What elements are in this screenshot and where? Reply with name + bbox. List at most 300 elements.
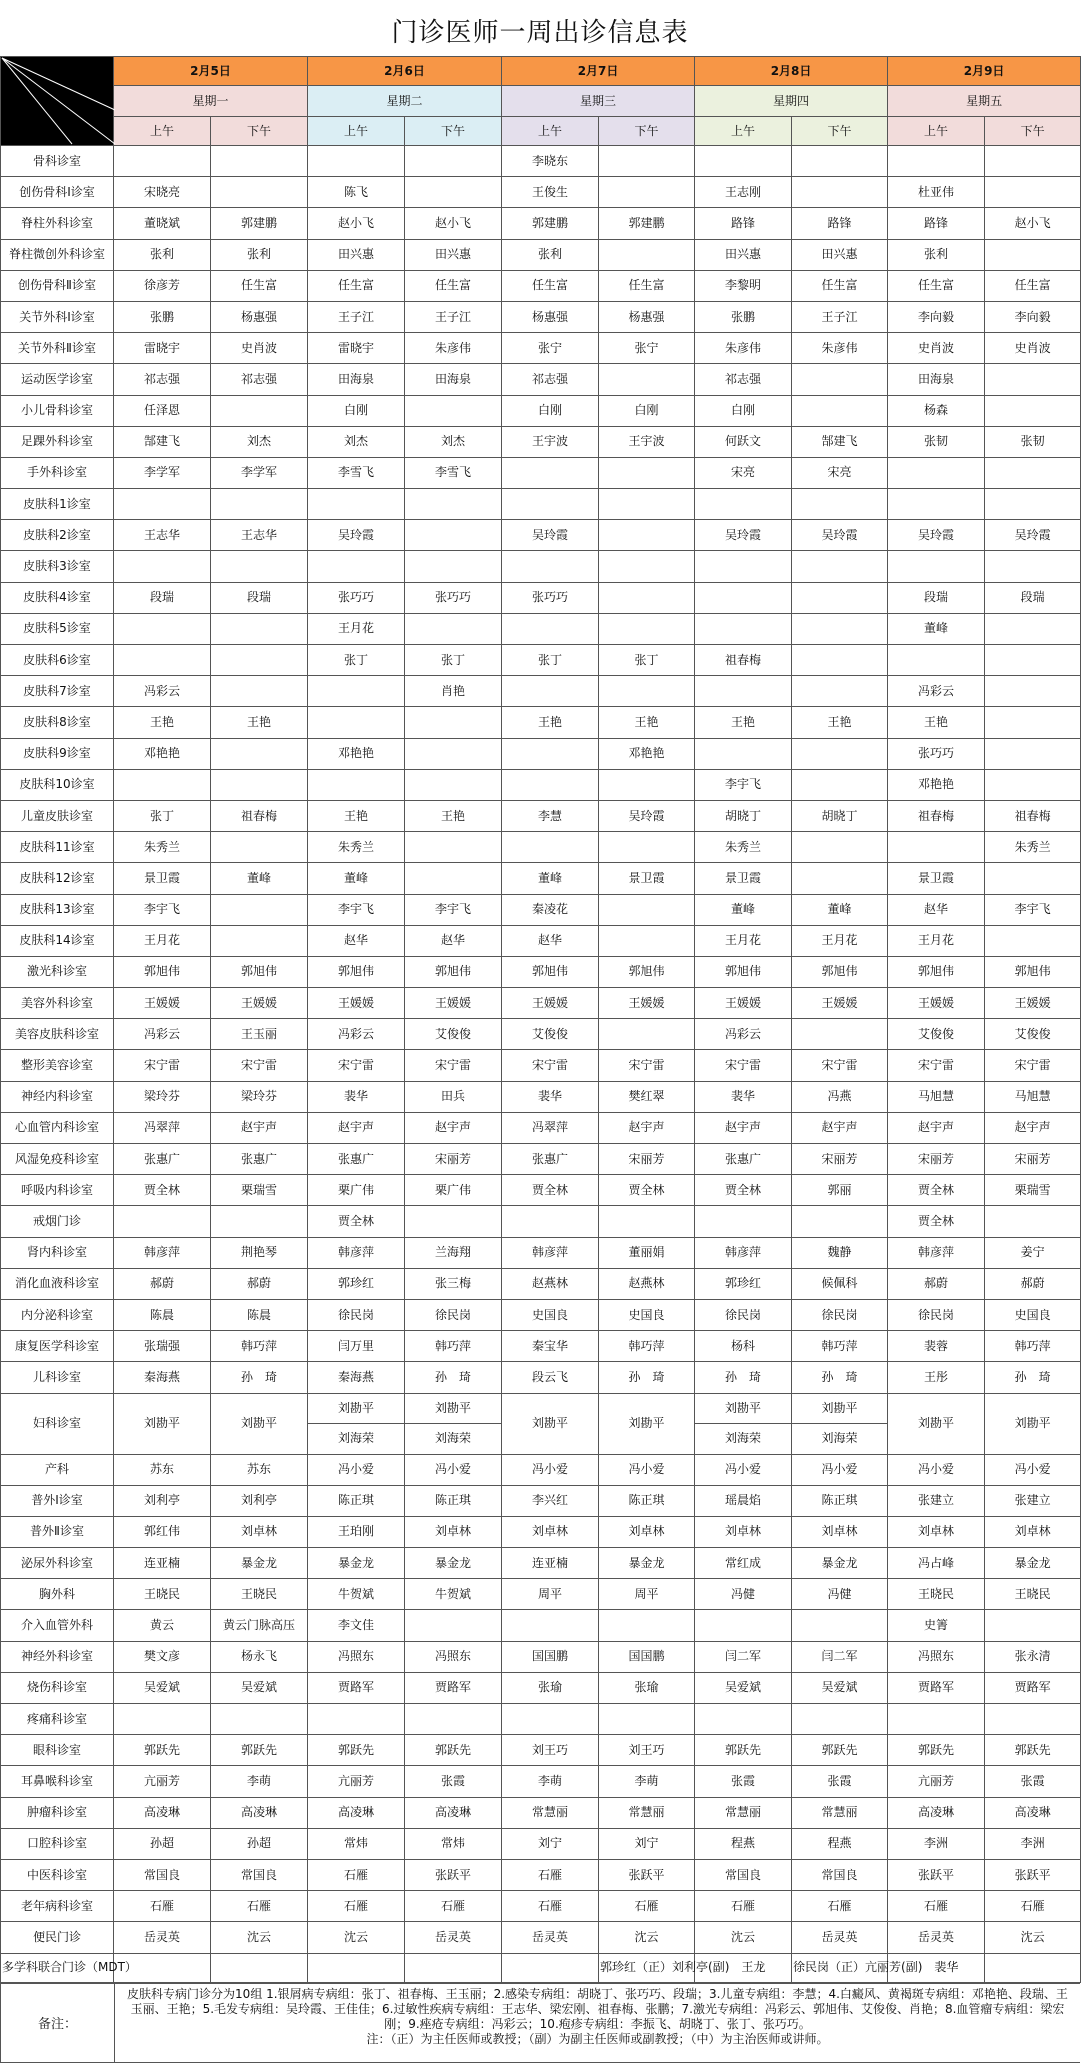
clinic-name: 脊柱微创外科诊室 <box>1 239 114 270</box>
doctor-cell: 孙 琦 <box>211 1362 308 1393</box>
doctor-cell <box>695 1704 792 1735</box>
weekday-cell: 星期一 <box>114 86 308 117</box>
table-row <box>1 645 1081 676</box>
clinic-name: 整形美容诊室 <box>1 1050 114 1081</box>
doctor-cell: 韩彦萍 <box>888 1237 985 1268</box>
table-row <box>1 1081 1081 1112</box>
doctor-cell <box>308 146 405 177</box>
doctor-cell: 王媛媛 <box>599 988 695 1019</box>
table-row <box>1 1112 1081 1143</box>
doctor-cell: 郭建鹏 <box>599 208 695 239</box>
doctor-cell: 李兴红 <box>502 1485 599 1516</box>
doctor-cell: 王艳 <box>502 707 599 738</box>
doctor-cell: 刘利亭 <box>211 1485 308 1516</box>
doctor-cell: 陈飞 <box>308 177 405 208</box>
doctor-cell: 牛贺斌 <box>308 1579 405 1610</box>
doctor-cell <box>985 1704 1081 1735</box>
doctor-cell: 常炜 <box>308 1828 405 1859</box>
doctor-cell: 樊文彦 <box>114 1641 211 1672</box>
doctor-cell: 韩巧萍 <box>792 1331 888 1362</box>
doctor-cell <box>599 457 695 488</box>
doctor-cell <box>599 769 695 800</box>
doctor-cell: 景卫霞 <box>599 863 695 894</box>
table-row <box>1 301 1081 332</box>
clinic-name: 皮肤科11诊室 <box>1 832 114 863</box>
doctor-cell: 王晓民 <box>985 1579 1081 1610</box>
doctor-cell: 田兴惠 <box>405 239 502 270</box>
doctor-cell: 杨惠强 <box>599 301 695 332</box>
weekday-cell: 星期二 <box>308 86 502 117</box>
doctor-cell: 石雁 <box>792 1891 888 1922</box>
doctor-cell: 暴金龙 <box>599 1548 695 1579</box>
am-header: 上午 <box>695 117 792 146</box>
doctor-cell: 暴金龙 <box>985 1548 1081 1579</box>
doctor-cell: 李文佳 <box>308 1610 405 1641</box>
doctor-cell: 田兴惠 <box>695 239 792 270</box>
doctor-cell: 张瑜 <box>599 1672 695 1703</box>
doctor-cell: 陈晨 <box>211 1299 308 1330</box>
doctor-cell: 常国良 <box>695 1859 792 1890</box>
doctor-cell: 陈正琪 <box>405 1485 502 1516</box>
doctor-cell: 张永清 <box>985 1641 1081 1672</box>
clinic-name: 普外Ⅱ诊室 <box>1 1516 114 1547</box>
doctor-cell: 赵宇声 <box>985 1112 1081 1143</box>
doctor-cell: 刘杰 <box>405 426 502 457</box>
doctor-cell <box>405 1953 502 1982</box>
doctor-cell: 冯小爱 <box>405 1454 502 1485</box>
doctor-cell: 郭跃先 <box>985 1735 1081 1766</box>
doctor-cell: 郭红伟 <box>114 1516 211 1547</box>
doctor-cell <box>405 1704 502 1735</box>
doctor-cell: 宋宁雷 <box>211 1050 308 1081</box>
doctor-name: 刘勘平 <box>792 1394 887 1424</box>
doctor-cell: 亢丽芳 <box>308 1766 405 1797</box>
doctor-cell: 艾俊俊 <box>405 1019 502 1050</box>
doctor-cell <box>695 551 792 582</box>
doctor-cell <box>405 832 502 863</box>
doctor-cell: 闫二军 <box>695 1641 792 1672</box>
doctor-cell: 瑶晨焰 <box>695 1485 792 1516</box>
clinic-name: 骨科诊室 <box>1 146 114 177</box>
doctor-name: 刘勘平 <box>695 1394 791 1424</box>
doctor-cell: 王艳 <box>599 707 695 738</box>
doctor-cell-split <box>695 1393 792 1454</box>
doctor-cell: 张巧巧 <box>502 582 599 613</box>
doctor-cell: 岳灵英 <box>405 1922 502 1953</box>
doctor-cell <box>599 177 695 208</box>
doctor-cell: 白刚 <box>599 395 695 426</box>
doctor-cell <box>792 551 888 582</box>
doctor-cell <box>599 613 695 644</box>
doctor-cell <box>308 1704 405 1735</box>
doctor-cell: 张跃平 <box>985 1859 1081 1890</box>
doctor-cell: 程燕 <box>792 1828 888 1859</box>
doctor-cell: 贾路军 <box>405 1672 502 1703</box>
doctor-cell: 郭跃先 <box>211 1735 308 1766</box>
table-row <box>1 863 1081 894</box>
doctor-cell: 宋宁雷 <box>695 1050 792 1081</box>
doctor-cell: 王艳 <box>888 707 985 738</box>
doctor-cell: 祖春梅 <box>985 800 1081 831</box>
doctor-cell: 李向毅 <box>985 301 1081 332</box>
doctor-cell <box>502 551 599 582</box>
doctor-cell: 李宇飞 <box>405 894 502 925</box>
doctor-cell: 田兴惠 <box>792 239 888 270</box>
doctor-cell <box>211 676 308 707</box>
doctor-cell <box>114 1206 211 1237</box>
doctor-cell: 高凌琳 <box>405 1797 502 1828</box>
doctor-cell: 董峰 <box>502 863 599 894</box>
doctor-cell: 董峰 <box>211 863 308 894</box>
doctor-cell: 李黎明 <box>695 270 792 301</box>
clinic-name: 儿科诊室 <box>1 1362 114 1393</box>
doctor-name: 刘海荣 <box>338 1431 375 1445</box>
doctor-cell <box>211 489 308 520</box>
doctor-cell: 郭旭伟 <box>888 956 985 987</box>
doctor-cell: 郭旭伟 <box>695 956 792 987</box>
clinic-name: 关节外科Ⅱ诊室 <box>1 333 114 364</box>
doctor-cell: 刘卓林 <box>405 1516 502 1547</box>
doctor-cell: 王媛媛 <box>792 988 888 1019</box>
doctor-cell: 郜建飞 <box>792 426 888 457</box>
table-row <box>1 1485 1081 1516</box>
clinic-name: 皮肤科6诊室 <box>1 645 114 676</box>
doctor-cell: 任生富 <box>211 270 308 301</box>
doctor-cell: 候佩科 <box>792 1268 888 1299</box>
doctor-cell: 梁玲芬 <box>211 1081 308 1112</box>
table-row <box>1 956 1081 987</box>
doctor-cell: 郭旭伟 <box>502 956 599 987</box>
doctor-cell: 栗瑞雪 <box>985 1175 1081 1206</box>
doctor-cell: 刘勘平 <box>211 1393 308 1454</box>
doctor-cell <box>599 894 695 925</box>
doctor-cell <box>985 1610 1081 1641</box>
clinic-name: 介入血管外科 <box>1 1610 114 1641</box>
doctor-cell: 陈正琪 <box>308 1485 405 1516</box>
clinic-name: 便民门诊 <box>1 1922 114 1953</box>
clinic-name: 心血管内科诊室 <box>1 1112 114 1143</box>
doctor-cell: 祖春梅 <box>695 645 792 676</box>
doctor-cell-split <box>405 1393 502 1454</box>
doctor-cell: 刘勘平 <box>114 1393 211 1454</box>
doctor-cell <box>695 146 792 177</box>
doctor-cell: 亢丽芳 <box>114 1766 211 1797</box>
doctor-cell <box>211 645 308 676</box>
doctor-cell: 石雁 <box>211 1891 308 1922</box>
doctor-cell <box>792 769 888 800</box>
doctor-cell: 张霞 <box>985 1766 1081 1797</box>
doctor-cell: 王珀刚 <box>308 1516 405 1547</box>
doctor-cell: 宋丽芳 <box>792 1144 888 1175</box>
doctor-cell <box>985 707 1081 738</box>
corner-diagonal-lines <box>2 58 115 144</box>
doctor-cell: 王媛媛 <box>888 988 985 1019</box>
doctor-cell: 刘卓林 <box>792 1516 888 1547</box>
doctor-cell: 石雁 <box>599 1891 695 1922</box>
clinic-name: 美容皮肤科诊室 <box>1 1019 114 1050</box>
doctor-cell: 王艳 <box>211 707 308 738</box>
doctor-cell: 杨森 <box>888 395 985 426</box>
doctor-cell: 刘杰 <box>308 426 405 457</box>
doctor-cell: 沈云 <box>599 1922 695 1953</box>
doctor-cell: 荆艳琴 <box>211 1237 308 1268</box>
doctor-cell <box>792 177 888 208</box>
doctor-cell: 周平 <box>599 1579 695 1610</box>
doctor-cell: 祁志强 <box>211 364 308 395</box>
doctor-cell: 董峰 <box>792 894 888 925</box>
doctor-cell: 董丽娟 <box>599 1237 695 1268</box>
doctor-cell: 吴玲霞 <box>888 520 985 551</box>
clinic-name: 创伤骨科Ⅱ诊室 <box>1 270 114 301</box>
doctor-cell: 王宇波 <box>599 426 695 457</box>
doctor-cell: 郭旭伟 <box>114 956 211 987</box>
doctor-cell: 常慧丽 <box>599 1797 695 1828</box>
table-row <box>1 707 1081 738</box>
doctor-cell: 郜建飞 <box>114 426 211 457</box>
doctor-cell: 沈云 <box>211 1922 308 1953</box>
doctor-cell: 徐彦芳 <box>114 270 211 301</box>
doctor-cell: 白刚 <box>695 395 792 426</box>
pm-header: 下午 <box>211 117 308 146</box>
doctor-cell: 徐民岗 <box>308 1299 405 1330</box>
doctor-cell: 郭珍红 <box>695 1268 792 1299</box>
doctor-cell: 郭跃先 <box>888 1735 985 1766</box>
doctor-cell <box>502 832 599 863</box>
doctor-cell: 赵华 <box>888 894 985 925</box>
clinic-name: 耳鼻喉科诊室 <box>1 1766 114 1797</box>
doctor-cell <box>405 1206 502 1237</box>
doctor-cell: 李慧 <box>502 800 599 831</box>
doctor-cell: 徐民岗 <box>888 1299 985 1330</box>
doctor-cell: 张惠广 <box>114 1144 211 1175</box>
doctor-cell <box>502 489 599 520</box>
doctor-cell: 王媛媛 <box>502 988 599 1019</box>
doctor-cell: 陈晨 <box>114 1299 211 1330</box>
doctor-cell: 吴玲霞 <box>502 520 599 551</box>
doctor-cell: 韩彦萍 <box>114 1237 211 1268</box>
doctor-cell: 白刚 <box>502 395 599 426</box>
table-row <box>1 1299 1081 1330</box>
pm-header: 下午 <box>599 117 695 146</box>
doctor-cell: 王艳 <box>405 800 502 831</box>
doctor-cell <box>114 769 211 800</box>
doctor-cell: 连亚楠 <box>114 1548 211 1579</box>
table-row <box>1 925 1081 956</box>
doctor-cell: 宋宁雷 <box>405 1050 502 1081</box>
doctor-cell: 宋丽芳 <box>985 1144 1081 1175</box>
table-header <box>1 57 1081 146</box>
pm-header: 下午 <box>985 117 1081 146</box>
doctor-cell: 宋宁雷 <box>114 1050 211 1081</box>
doctor-cell: 张跃平 <box>405 1859 502 1890</box>
doctor-cell: 兰海翔 <box>405 1237 502 1268</box>
doctor-cell: 裴华 <box>695 1081 792 1112</box>
doctor-cell: 田海泉 <box>888 364 985 395</box>
doctor-cell: 李宇飞 <box>114 894 211 925</box>
doctor-cell: 冯照东 <box>308 1641 405 1672</box>
date-cell: 2月8日 <box>695 57 888 86</box>
table-row <box>1 395 1081 426</box>
table-row <box>1 1175 1081 1206</box>
doctor-cell: 常国良 <box>211 1859 308 1890</box>
doctor-cell <box>792 582 888 613</box>
table-row <box>1 1891 1081 1922</box>
doctor-cell <box>405 177 502 208</box>
doctor-cell: 张巧巧 <box>888 738 985 769</box>
doctor-cell: 李学军 <box>114 457 211 488</box>
doctor-name: 刘勘平 <box>405 1394 501 1424</box>
doctor-cell <box>985 1206 1081 1237</box>
doctor-cell: 郭旭伟 <box>405 956 502 987</box>
doctor-cell: 邓艳艳 <box>114 738 211 769</box>
doctor-cell: 田海泉 <box>405 364 502 395</box>
clinic-name: 妇科诊室 <box>1 1393 114 1454</box>
doctor-cell <box>985 645 1081 676</box>
doctor-cell: 苏东 <box>211 1454 308 1485</box>
doctor-cell: 秦宝华 <box>502 1331 599 1362</box>
doctor-cell: 刘勘平 <box>888 1393 985 1454</box>
doctor-cell: 苏东 <box>114 1454 211 1485</box>
doctor-cell: 郭跃先 <box>405 1735 502 1766</box>
doctor-cell: 高凌琳 <box>308 1797 405 1828</box>
doctor-cell: 冯燕 <box>792 1081 888 1112</box>
doctor-cell: 郭珍红（正）刘利亭(副) 王龙 <box>599 1953 695 1982</box>
doctor-cell <box>599 364 695 395</box>
doctor-cell: 张丁 <box>599 645 695 676</box>
doctor-cell: 艾俊俊 <box>502 1019 599 1050</box>
doctor-cell: 石雁 <box>985 1891 1081 1922</box>
doctor-cell <box>599 489 695 520</box>
doctor-cell: 赵小飞 <box>308 208 405 239</box>
clinic-name: 胸外科 <box>1 1579 114 1610</box>
doctor-cell: 沈云 <box>695 1922 792 1953</box>
doctor-cell: 王俊生 <box>502 177 599 208</box>
pm-header: 下午 <box>405 117 502 146</box>
doctor-cell: 杜亚伟 <box>888 177 985 208</box>
doctor-cell: 冯小爱 <box>792 1454 888 1485</box>
doctor-cell: 雷晓宇 <box>114 333 211 364</box>
doctor-cell: 朱彦伟 <box>792 333 888 364</box>
doctor-cell: 常国良 <box>114 1859 211 1890</box>
doctor-cell: 冯健 <box>695 1579 792 1610</box>
clinic-name: 神经外科诊室 <box>1 1641 114 1672</box>
notes-line-2: 注：（正）为主任医师或教授；（副）为副主任医师或副教授；（中）为主治医师或讲师。 <box>366 2031 829 2046</box>
clinic-name: 皮肤科12诊室 <box>1 863 114 894</box>
doctor-cell: 牛贺斌 <box>405 1579 502 1610</box>
doctor-cell: 王月花 <box>308 613 405 644</box>
doctor-cell <box>114 146 211 177</box>
doctor-cell: 张跃平 <box>888 1859 985 1890</box>
table-row <box>1 1393 1081 1454</box>
doctor-cell: 郭旭伟 <box>985 956 1081 987</box>
doctor-cell: 张霞 <box>695 1766 792 1797</box>
doctor-cell: 邓艳艳 <box>308 738 405 769</box>
table-row <box>1 270 1081 301</box>
table-row <box>1 1953 1081 1982</box>
table-row <box>1 1704 1081 1735</box>
doctor-cell: 岳灵英 <box>114 1922 211 1953</box>
doctor-cell: 景卫霞 <box>695 863 792 894</box>
doctor-cell <box>985 239 1081 270</box>
clinic-name: 皮肤科7诊室 <box>1 676 114 707</box>
doctor-cell: 亢丽芳 <box>888 1766 985 1797</box>
doctor-cell: 刘杰 <box>211 426 308 457</box>
doctor-cell <box>599 146 695 177</box>
doctor-cell: 刘卓林 <box>502 1516 599 1547</box>
doctor-cell: 常红成 <box>695 1548 792 1579</box>
doctor-cell <box>405 738 502 769</box>
doctor-cell: 吴玲霞 <box>599 800 695 831</box>
doctor-cell: 张跃平 <box>599 1859 695 1890</box>
doctor-name: 刘勘平 <box>308 1394 404 1424</box>
doctor-cell: 张丁 <box>502 645 599 676</box>
doctor-cell: 孙超 <box>211 1828 308 1859</box>
clinic-name: 皮肤科2诊室 <box>1 520 114 551</box>
doctor-cell: 王子江 <box>405 301 502 332</box>
doctor-cell: 宋丽芳 <box>599 1144 695 1175</box>
doctor-cell: 刘卓林 <box>985 1516 1081 1547</box>
doctor-cell: 冯小爱 <box>888 1454 985 1485</box>
doctor-cell: 赵小飞 <box>405 208 502 239</box>
doctor-cell <box>792 1610 888 1641</box>
doctor-cell: 郝蔚 <box>985 1268 1081 1299</box>
doctor-cell: 胡晓丁 <box>695 800 792 831</box>
doctor-cell: 冯小爱 <box>985 1454 1081 1485</box>
doctor-cell: 孙 琦 <box>792 1362 888 1393</box>
doctor-cell <box>502 769 599 800</box>
doctor-cell: 任生富 <box>792 270 888 301</box>
doctor-cell <box>985 676 1081 707</box>
doctor-cell <box>405 863 502 894</box>
doctor-cell <box>888 832 985 863</box>
doctor-cell <box>792 832 888 863</box>
doctor-cell: 宋宁雷 <box>985 1050 1081 1081</box>
doctor-cell: 国国鹏 <box>599 1641 695 1672</box>
doctor-cell: 任泽恩 <box>114 395 211 426</box>
table-row <box>1 800 1081 831</box>
doctor-cell: 韩彦萍 <box>308 1237 405 1268</box>
doctor-cell: 王艳 <box>792 707 888 738</box>
doctor-cell: 黄云 <box>114 1610 211 1641</box>
doctor-cell: 朱秀兰 <box>985 832 1081 863</box>
doctor-cell: 刘卓林 <box>695 1516 792 1547</box>
table-row <box>1 364 1081 395</box>
doctor-cell: 赵宇声 <box>405 1112 502 1143</box>
doctor-cell <box>985 551 1081 582</box>
doctor-cell: 郭建鹏 <box>502 208 599 239</box>
doctor-cell: 张瑞强 <box>114 1331 211 1362</box>
doctor-cell: 赵华 <box>405 925 502 956</box>
table-row <box>1 613 1081 644</box>
doctor-cell: 沈云 <box>985 1922 1081 1953</box>
doctor-cell <box>211 613 308 644</box>
doctor-cell: 张惠广 <box>211 1144 308 1175</box>
doctor-cell: 董峰 <box>308 863 405 894</box>
doctor-cell: 赵宇声 <box>599 1112 695 1143</box>
doctor-cell <box>405 769 502 800</box>
doctor-cell <box>888 551 985 582</box>
doctor-cell <box>211 1704 308 1735</box>
doctor-cell <box>502 738 599 769</box>
clinic-name: 足踝外科诊室 <box>1 426 114 457</box>
doctor-cell <box>599 1610 695 1641</box>
table-row <box>1 769 1081 800</box>
doctor-cell <box>792 1206 888 1237</box>
doctor-cell: 冯小爱 <box>599 1454 695 1485</box>
doctor-cell <box>695 676 792 707</box>
clinic-name: 小儿骨科诊室 <box>1 395 114 426</box>
clinic-name: 创伤骨科Ⅰ诊室 <box>1 177 114 208</box>
